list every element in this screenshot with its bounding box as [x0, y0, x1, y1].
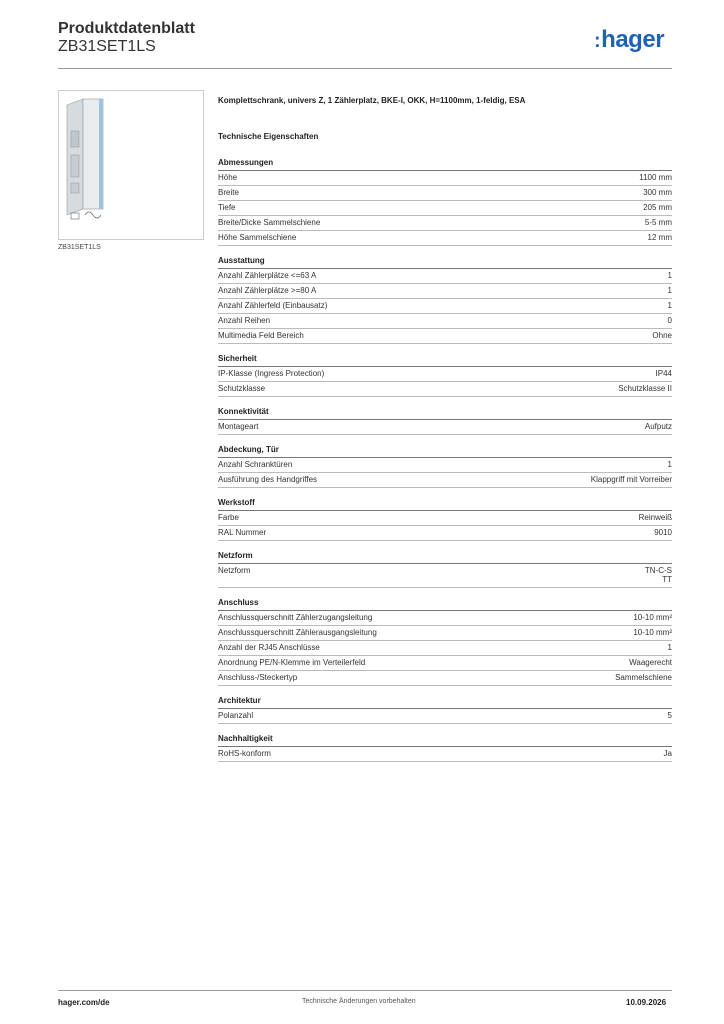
property-label: RAL Nummer: [218, 528, 267, 537]
header-divider: [58, 68, 672, 69]
property-row: [218, 458, 672, 473]
property-row: [218, 420, 672, 435]
property-sections: [218, 158, 672, 762]
property-value-line: 1: [667, 286, 672, 295]
section-title: Konnektivität: [218, 407, 672, 420]
property-row: [218, 171, 672, 186]
property-value-line: Reinweiß: [638, 513, 672, 522]
section: [218, 598, 672, 686]
property-value-line: 1: [667, 301, 672, 310]
datasheet-content: [218, 96, 672, 772]
image-caption: ZB31SET1LS: [58, 244, 101, 251]
property-label: Breite: [218, 188, 239, 197]
property-row: [218, 367, 672, 382]
property-row: [218, 611, 672, 626]
property-value-line: 1: [667, 271, 672, 280]
section-title: Abdeckung, Tür: [218, 445, 672, 458]
property-label: Tiefe: [218, 203, 236, 212]
property-value: [652, 331, 672, 340]
property-row: [218, 299, 672, 314]
property-value-line: 10-10 mm²: [633, 613, 672, 622]
property-value: [664, 749, 672, 758]
property-value: [633, 628, 672, 637]
property-row: [218, 671, 672, 686]
property-value-line: Ja: [663, 749, 672, 758]
property-value: [639, 513, 672, 522]
property-value: [639, 173, 672, 182]
property-row: [218, 641, 672, 656]
property-value-line: Ohne: [652, 331, 672, 340]
property-value: [618, 384, 672, 393]
property-label: Höhe Sammelschiene: [218, 233, 297, 242]
product-description: Komplettschrank, univers Z, 1 Zählerplatz, BKE-I, OKK, H=1100mm, 1-feldig, ESA: [218, 96, 526, 105]
property-value-line: Sammelschiene: [615, 673, 672, 682]
section: [218, 696, 672, 724]
property-row: [218, 747, 672, 762]
footer-divider: [58, 990, 672, 991]
property-value: [668, 460, 672, 469]
hager-logo: :hager: [594, 26, 665, 53]
property-value-line: Aufputz: [644, 422, 672, 431]
property-label: Anzahl der RJ45 Anschlüsse: [218, 643, 320, 652]
property-row: [218, 626, 672, 641]
property-row: [218, 511, 672, 526]
footer-website[interactable]: hager.com/de: [58, 998, 110, 1007]
property-value-line: Klappgriff mit Vorreiber: [590, 475, 672, 484]
property-row: [218, 201, 672, 216]
property-label: Anschlussquerschnitt Zählerzugangsleitung: [218, 613, 373, 622]
property-value-line: 12 mm: [647, 233, 672, 242]
property-value: [645, 566, 672, 584]
property-value: [633, 613, 672, 622]
footer-date: 10.09.2026: [626, 998, 667, 1007]
property-value: [668, 711, 672, 720]
property-label: Farbe: [218, 513, 239, 522]
section-title: Anschluss: [218, 598, 672, 611]
section: [218, 407, 672, 435]
property-value-line: TT: [662, 575, 672, 584]
section-title: Abmessungen: [218, 158, 672, 171]
section: [218, 445, 672, 488]
section-title: Netzform: [218, 551, 672, 564]
property-label: Netzform: [218, 566, 251, 575]
logo-text: hager: [601, 26, 665, 53]
property-label: Montageart: [218, 422, 259, 431]
section-title: Nachhaltigkeit: [218, 734, 672, 747]
article-number: ZB31SET1LS: [58, 38, 156, 55]
property-value-line: 5: [667, 711, 672, 720]
property-value: [668, 643, 672, 652]
property-row: [218, 526, 672, 541]
property-label: RoHS-konform: [218, 749, 271, 758]
property-value-line: 10-10 mm²: [633, 628, 672, 637]
property-value-line: 300 mm: [643, 188, 672, 197]
section-title: Architektur: [218, 696, 672, 709]
property-label: Anschlussquerschnitt Zählerausgangsleitung: [218, 628, 377, 637]
property-value: [668, 286, 672, 295]
section: [218, 354, 672, 397]
property-label: Schutzklasse: [218, 384, 266, 393]
property-value-line: TN-C-S: [644, 566, 672, 575]
section-title: Sicherheit: [218, 354, 672, 367]
property-label: Anschluss-/Steckertyp: [218, 673, 298, 682]
property-value: [668, 301, 672, 310]
property-value-line: 205 mm: [643, 203, 672, 212]
property-label: Multimedia Feld Bereich: [218, 331, 304, 340]
property-value: [643, 188, 672, 197]
property-value: [645, 422, 672, 431]
property-row: [218, 656, 672, 671]
section-title: Werkstoff: [218, 498, 672, 511]
property-value-line: 9010: [654, 528, 672, 537]
section: [218, 256, 672, 344]
cabinet-illustration: [59, 91, 203, 239]
property-row: [218, 186, 672, 201]
section-title: Ausstattung: [218, 256, 672, 269]
property-label: Anzahl Zählerplätze >=80 A: [218, 286, 317, 295]
property-row: [218, 216, 672, 231]
property-row: [218, 382, 672, 397]
section: [218, 158, 672, 246]
property-value: [654, 528, 672, 537]
property-value: [668, 271, 672, 280]
property-row: [218, 314, 672, 329]
property-value: [648, 233, 672, 242]
property-value-line: 0: [667, 316, 672, 325]
property-label: Anzahl Zählerplätze <=63 A: [218, 271, 317, 280]
property-value: [591, 475, 672, 484]
technical-properties-heading: Technische Eigenschaften: [218, 132, 319, 141]
page-title: Produktdatenblatt: [58, 20, 195, 37]
property-row: [218, 269, 672, 284]
property-value: [656, 369, 672, 378]
property-label: Ausführung des Handgriffes: [218, 475, 318, 484]
property-value: [643, 203, 672, 212]
property-value-line: Waagerecht: [629, 658, 672, 667]
property-row: [218, 231, 672, 246]
property-row: [218, 329, 672, 344]
property-label: Anzahl Zählerfeld (Einbausatz): [218, 301, 328, 310]
property-label: Anzahl Reihen: [218, 316, 271, 325]
property-label: Höhe: [218, 173, 238, 182]
property-value-line: Schutzklasse II: [618, 384, 672, 393]
property-label: Anordnung PE/N-Klemme im Verteilerfeld: [218, 658, 366, 667]
property-label: Polanzahl: [218, 711, 254, 720]
property-row: [218, 709, 672, 724]
section: [218, 734, 672, 762]
property-value-line: 5-5 mm: [644, 218, 672, 227]
property-row: [218, 284, 672, 299]
product-image: [58, 90, 204, 240]
property-row: [218, 473, 672, 488]
property-value: [615, 673, 672, 682]
section: [218, 498, 672, 541]
footer-disclaimer: Technische Änderungen vorbehalten: [302, 998, 416, 1005]
section: [218, 551, 672, 588]
property-label: Breite/Dicke Sammelschiene: [218, 218, 321, 227]
property-value: [629, 658, 672, 667]
property-value-line: 1100 mm: [639, 173, 672, 182]
property-row: [218, 564, 672, 588]
property-label: IP-Klasse (Ingress Protection): [218, 369, 325, 378]
property-value: [645, 218, 672, 227]
property-value-line: 1: [667, 643, 672, 652]
property-label: Anzahl Schranktüren: [218, 460, 293, 469]
property-value-line: 1: [667, 460, 672, 469]
property-value-line: IP44: [655, 369, 672, 378]
property-value: [668, 316, 672, 325]
